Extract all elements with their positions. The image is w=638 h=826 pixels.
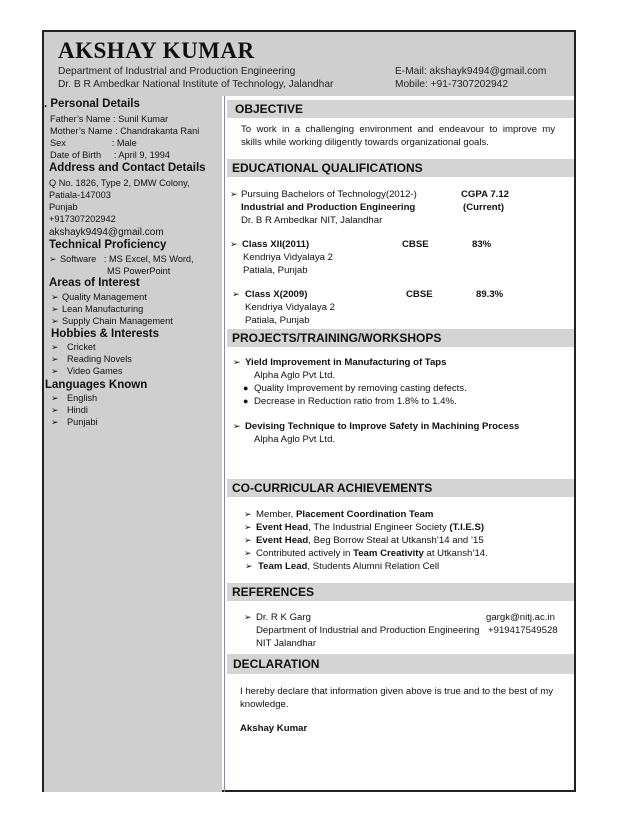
interest-heading: Areas of Interest — [49, 277, 140, 289]
arrow-icon: ➢ — [230, 189, 238, 199]
btech-line-2: Industrial and Production Engineering — [241, 202, 416, 213]
project-1-title: Yield Improvement in Manufacturing of Taps — [245, 357, 447, 368]
header-mobile: Mobile: +91-7307202942 — [395, 79, 509, 90]
education-header — [227, 159, 574, 177]
projects-title: PROJECTS/TRAINING/WORKSHOPS — [232, 331, 442, 345]
achievement-3: Event Head, Beg Borrow Steal at Utkansh’14 and ’15 — [256, 535, 484, 546]
header-institute: Dr. B R Ambedkar National Institute of Technology, Jalandhar — [58, 79, 334, 90]
btech-line-1: Pursuing Bachelors of Technology(2012-) — [241, 189, 417, 200]
fathers-name: Father’s Name : Sunil Kumar — [50, 114, 169, 124]
header-department: Department of Industrial and Production Engineering — [58, 66, 296, 77]
project-2-title: Devising Technique to Improve Safety in Machining Process — [245, 421, 520, 432]
x-line-3: Patiala, Punjab — [245, 315, 310, 326]
objective-header — [227, 100, 574, 118]
declaration-line-2: knowledge. — [240, 699, 289, 710]
bullet-icon: ● — [243, 396, 249, 406]
xii-score: 83% — [472, 239, 492, 250]
achievement-2: Event Head, The Industrial Engineer Society (T.I.E.S) — [256, 522, 485, 533]
hobby-item: Reading Novels — [67, 354, 132, 364]
arrow-icon: ➢ — [232, 289, 240, 299]
technical-heading: Technical Proficiency — [49, 239, 167, 251]
interest-item: Quality Management — [62, 292, 147, 302]
languages-heading: Languages Known — [45, 379, 148, 391]
x-board: CBSE — [406, 289, 433, 300]
sex: Sex : Male — [50, 138, 137, 148]
cocurricular-header — [227, 479, 574, 497]
language-item: Hindi — [67, 405, 88, 415]
reference-phone: +919417549528 — [488, 625, 558, 636]
declaration-title: DECLARATION — [233, 657, 320, 671]
address-line-2: Patiala-147003 — [49, 190, 111, 200]
project-2-company: Alpha Aglo Pvt Ltd. — [254, 434, 336, 445]
software-line-1: Software : MS Excel, MS Word, — [60, 254, 194, 264]
arrow-icon: ➢ — [51, 304, 59, 314]
btech-line-3: Dr. B R Ambedkar NIT, Jalandhar — [241, 215, 383, 226]
xii-line-1: Class XII(2011) — [242, 239, 310, 250]
reference-name: Dr. R K Garg — [256, 612, 311, 623]
arrow-icon: ➢ — [233, 357, 241, 367]
btech-cgpa: CGPA 7.12 — [461, 189, 509, 200]
x-line-2: Kendriya Vidyalaya 2 — [245, 302, 335, 313]
project-1-company: Alpha Aglo Pvt Ltd. — [254, 370, 336, 381]
reference-department: Department of Industrial and Production Engineering — [256, 625, 480, 636]
cocurricular-title: CO-CURRICULAR ACHIEVEMENTS — [232, 481, 433, 495]
arrow-icon: ➢ — [230, 239, 238, 249]
reference-institute: NIT Jalandhar — [256, 638, 317, 649]
software-line-2: MS PowerPoint — [107, 266, 171, 276]
xii-board: CBSE — [402, 239, 429, 250]
header — [44, 32, 574, 96]
language-item: Punjabi — [67, 417, 98, 427]
address-line-1: Q No. 1826, Type 2, DMW Colony, — [49, 178, 190, 188]
address-heading: Address and Contact Details — [49, 162, 206, 174]
header-email: E-Mail: akshayk9494@gmail.com — [395, 66, 547, 77]
phone: +917307202942 — [49, 214, 116, 224]
projects-header — [227, 329, 574, 347]
objective-line-1: To work in a challenging environment and endeavour to improve my — [241, 124, 556, 135]
column-divider — [224, 96, 225, 792]
personal-details-heading: . Personal Details — [44, 98, 140, 110]
arrow-icon: ➢ — [244, 522, 252, 532]
xii-line-2: Kendriya Vidyalaya 2 — [243, 252, 333, 263]
xii-line-3: Patiala, Punjab — [243, 265, 308, 276]
achievement-1: Member, Placement Coordination Team — [256, 509, 434, 520]
address-line-3: Punjab — [49, 202, 78, 212]
declaration-line-1: I hereby declare that information given above is true and to the best of my — [240, 686, 554, 697]
references-title: REFERENCES — [232, 585, 315, 599]
arrow-icon: ➢ — [244, 509, 252, 519]
candidate-name: AKSHAY KUMAR — [58, 38, 255, 63]
achievement-5: Team Lead, Students Alumni Relation Cell — [258, 561, 440, 572]
arrow-icon: ➢ — [51, 292, 59, 302]
arrow-icon: ➢ — [51, 405, 59, 415]
arrow-icon: ➢ — [49, 254, 57, 264]
references-header — [227, 583, 574, 601]
resume-page — [42, 30, 576, 792]
project-1-bullet-1: Quality Improvement by removing casting defects. — [254, 383, 467, 394]
objective-line-2: skills while working diligently towards organizational goals. — [241, 137, 489, 148]
arrow-icon: ➢ — [51, 316, 59, 326]
arrow-icon: ➢ — [51, 342, 59, 352]
bullet-icon: ● — [243, 383, 249, 393]
x-line-1: Class X(2009) — [245, 289, 308, 300]
interest-item: Supply Chain Management — [62, 316, 173, 326]
date-of-birth: Date of Birth : April 9, 1994 — [50, 150, 171, 160]
language-item: English — [67, 393, 98, 403]
hobby-item: Video Games — [67, 366, 123, 376]
achievement-4: Contributed actively in Team Creativity at Utkansh’14. — [256, 548, 488, 559]
x-score: 89.3% — [476, 289, 504, 300]
arrow-icon: ➢ — [244, 548, 252, 558]
education-title: EDUCATIONAL QUALIFICATIONS — [232, 161, 423, 175]
arrow-icon: ➢ — [51, 393, 59, 403]
arrow-icon: ➢ — [244, 535, 252, 545]
btech-current: (Current) — [463, 202, 505, 213]
arrow-icon: ➢ — [51, 354, 59, 364]
arrow-icon: ➢ — [244, 612, 252, 622]
mothers-name: Mother’s Name : Chandrakanta Rani — [50, 126, 200, 136]
sidebar — [44, 96, 222, 792]
reference-email: gargk@nitj.ac.in — [486, 612, 555, 623]
hobbies-heading: Hobbies & Interests — [51, 328, 159, 340]
project-1-bullet-2: Decrease in Reduction ratio from 1.8% to 1.4%. — [254, 396, 457, 407]
arrow-icon: ➢ — [245, 561, 253, 571]
arrow-icon: ➢ — [51, 366, 59, 376]
declaration-header — [227, 654, 574, 674]
interest-item: Lean Manufacturing — [62, 304, 144, 314]
arrow-icon: ➢ — [51, 417, 59, 427]
signature-name: Akshay Kumar — [240, 723, 308, 734]
arrow-icon: ➢ — [233, 421, 241, 431]
email: akshayk9494@gmail.com — [49, 227, 164, 238]
hobby-item: Cricket — [67, 342, 96, 352]
objective-title: OBJECTIVE — [235, 102, 304, 116]
